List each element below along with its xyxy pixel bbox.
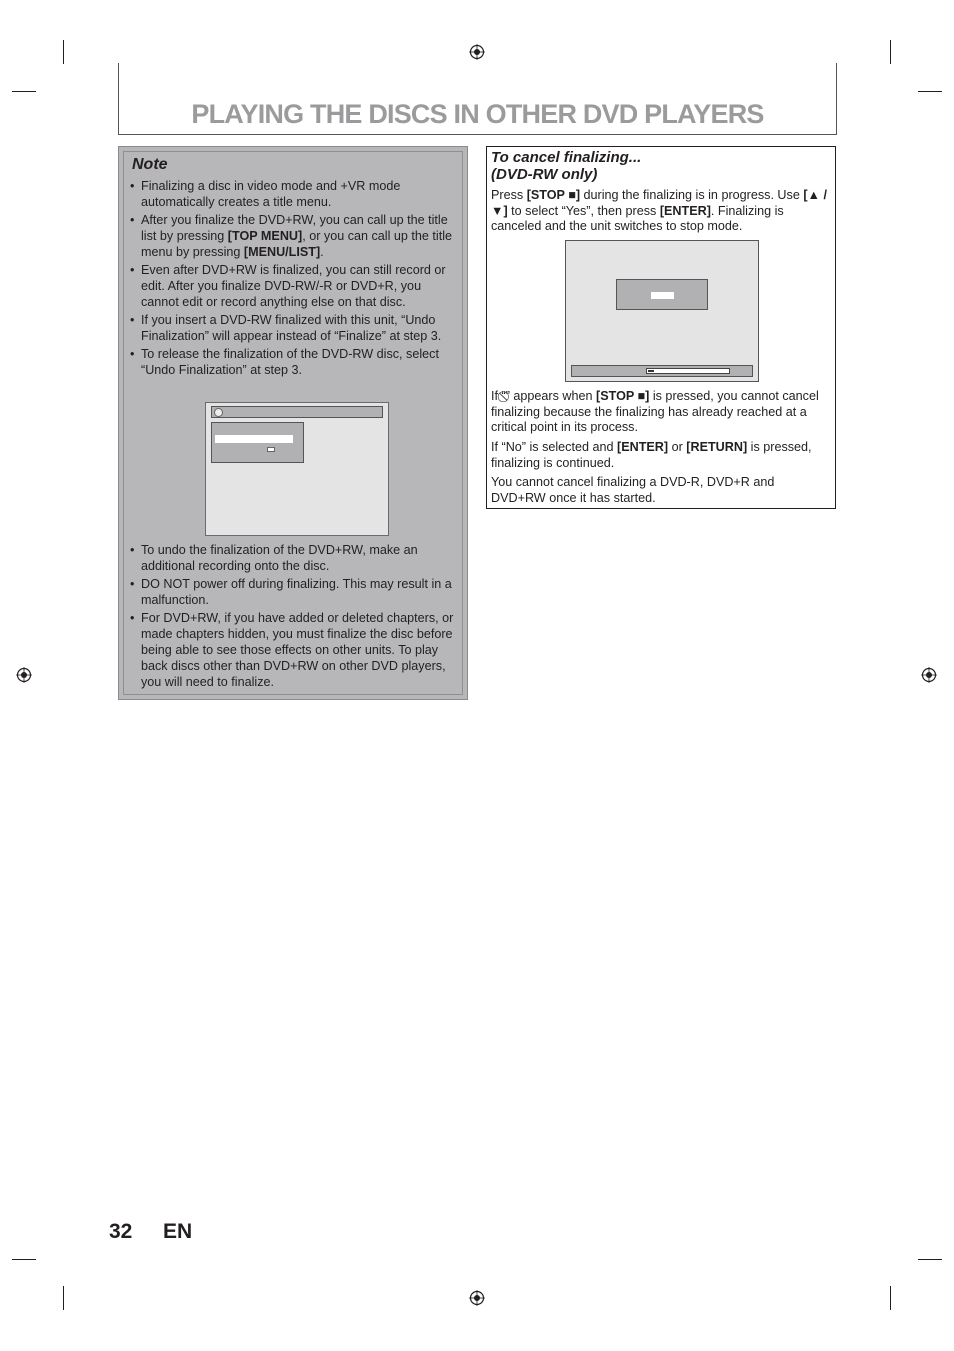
text-run: . <box>320 245 324 259</box>
text-run: If “No” is selected and <box>491 440 617 454</box>
cancel-instructions <box>491 188 827 235</box>
language-code: EN <box>163 1220 193 1243</box>
text-run: For DVD+RW, if you have added or deleted chapters, or made chapters hidden, you must finalize the disc before being able to see those effects on other units. To play back discs other than DVD+RW on other DVD players, you will need to finalize. <box>141 611 454 689</box>
cancel-title <box>491 149 641 183</box>
finalizing-progress-bar <box>646 368 730 374</box>
crop-mark <box>63 40 64 64</box>
bullet-icon: • <box>130 263 135 277</box>
text-run: , or you can call up the title menu by pressing <box>141 229 453 259</box>
text-run: Finalizing a disc in video mode and +VR mode automatically creates a title menu. <box>141 179 401 209</box>
text-run: To undo the finalization of the DVD+RW, make an additional recording onto the disc. <box>141 543 418 573</box>
text-run: DO NOT power off during finalizing. This may result in a malfunction. <box>141 577 452 607</box>
crop-mark <box>918 1259 942 1260</box>
note-item <box>130 312 456 344</box>
bullet-icon: • <box>130 611 135 625</box>
registration-mark-icon <box>469 1290 485 1306</box>
page-header <box>118 63 837 135</box>
text-run: Even after DVD+RW is finalized, you can still record or edit. After you finalize DVD-RW/-R or DVD+R, you cannot edit or record anything else on that disc. <box>141 263 446 309</box>
text-run: Press <box>491 188 527 202</box>
cancel-restriction-note <box>491 475 827 506</box>
text-run: or <box>668 440 687 454</box>
note-item-text <box>141 347 439 377</box>
bullet-icon: • <box>130 577 135 591</box>
bullet-icon: • <box>130 179 135 193</box>
crop-mark <box>63 1286 64 1310</box>
note-item <box>130 576 456 608</box>
disc-icon <box>214 408 223 417</box>
screen-menu-panel <box>211 422 304 463</box>
note-item <box>130 212 456 260</box>
registration-mark-icon <box>469 44 485 60</box>
screen-title-bar <box>211 406 383 418</box>
cancel-title-line1: To cancel finalizing... <box>491 149 642 166</box>
cancel-not-possible-note <box>491 389 827 436</box>
note-item <box>130 178 456 210</box>
cancel-continue-note <box>491 440 827 471</box>
crop-mark <box>918 91 942 92</box>
text-run: You cannot cancel finalizing a DVD-R, DVD+R and DVD+RW once it has started. <box>491 475 775 505</box>
cancel-title-line2: (DVD-RW only) <box>491 166 598 183</box>
menu-indicator <box>267 447 275 452</box>
screen-status-bar <box>571 365 753 377</box>
bullet-icon: • <box>130 313 135 327</box>
text-run: is pressed, finalizing is continued. <box>491 440 812 470</box>
key-label: [TOP MENU] <box>227 229 303 243</box>
registration-mark-icon <box>921 667 937 683</box>
note-item <box>130 610 456 690</box>
text-run: ” appears when <box>505 389 597 403</box>
finalizing-progress-fill <box>648 370 654 372</box>
note-item-text <box>141 577 452 607</box>
note-box <box>118 146 468 700</box>
bullet-icon: • <box>130 347 135 361</box>
note-item <box>130 262 456 310</box>
registration-mark-icon <box>16 667 32 683</box>
note-item-text <box>141 179 400 209</box>
finalize-menu-screen <box>205 402 389 536</box>
note-item-text <box>141 543 418 573</box>
text-run: After you finalize the DVD+RW, you can call up the title list by pressing <box>141 213 448 243</box>
bullet-icon: • <box>130 543 135 557</box>
note-item-text <box>141 313 441 343</box>
page-number: 32 <box>109 1220 133 1243</box>
crop-mark <box>890 1286 891 1310</box>
page-title: PLAYING THE DISCS IN OTHER DVD PLAYERS <box>191 99 764 129</box>
crop-mark <box>890 40 891 64</box>
note-item <box>130 542 456 574</box>
note-item-text <box>141 263 446 309</box>
note-list-bottom <box>130 542 456 692</box>
text-run: To release the finalization of the DVD-RW disc, select “Undo Finalization” at step 3. <box>141 347 439 377</box>
text-run: . Finalizing is canceled and the unit switches to stop mode. <box>491 203 784 233</box>
key-label: [ENTER] <box>617 440 669 454</box>
note-item-text <box>141 213 452 259</box>
finalizing-progress-screen <box>565 240 759 382</box>
text-run: during the finalizing is in progress. Use <box>580 188 804 202</box>
text-run: If “ <box>491 389 506 403</box>
note-item-text <box>141 611 453 689</box>
key-label: [▲ / ▼] <box>491 188 828 218</box>
key-label: [RETURN] <box>686 440 748 454</box>
key-label: [MENU/LIST] <box>243 245 321 259</box>
dialog-selected-button <box>651 292 674 299</box>
crop-mark <box>12 91 36 92</box>
crop-mark <box>12 1259 36 1260</box>
text-run: If you insert a DVD-RW finalized with this unit, “Undo Finalization” will appear instead of “Finalize” at step 3. <box>141 313 442 343</box>
bullet-icon: • <box>130 213 135 227</box>
note-heading: Note <box>132 156 168 173</box>
cancel-finalizing-box <box>486 146 836 509</box>
key-label: [STOP ■] <box>526 188 581 202</box>
menu-highlight-row <box>215 435 293 443</box>
text-run: to select “Yes”, then press <box>507 203 660 218</box>
text-run: is pressed, you cannot cancel finalizing because the finalizing has already reached at a critical point in its process. <box>491 389 819 434</box>
note-list-top <box>130 178 456 380</box>
note-inner-frame <box>123 151 463 695</box>
cancel-dialog <box>616 279 708 310</box>
note-item <box>130 346 456 378</box>
key-label: [STOP ■] <box>596 389 650 403</box>
key-label: [ENTER] <box>659 203 711 218</box>
